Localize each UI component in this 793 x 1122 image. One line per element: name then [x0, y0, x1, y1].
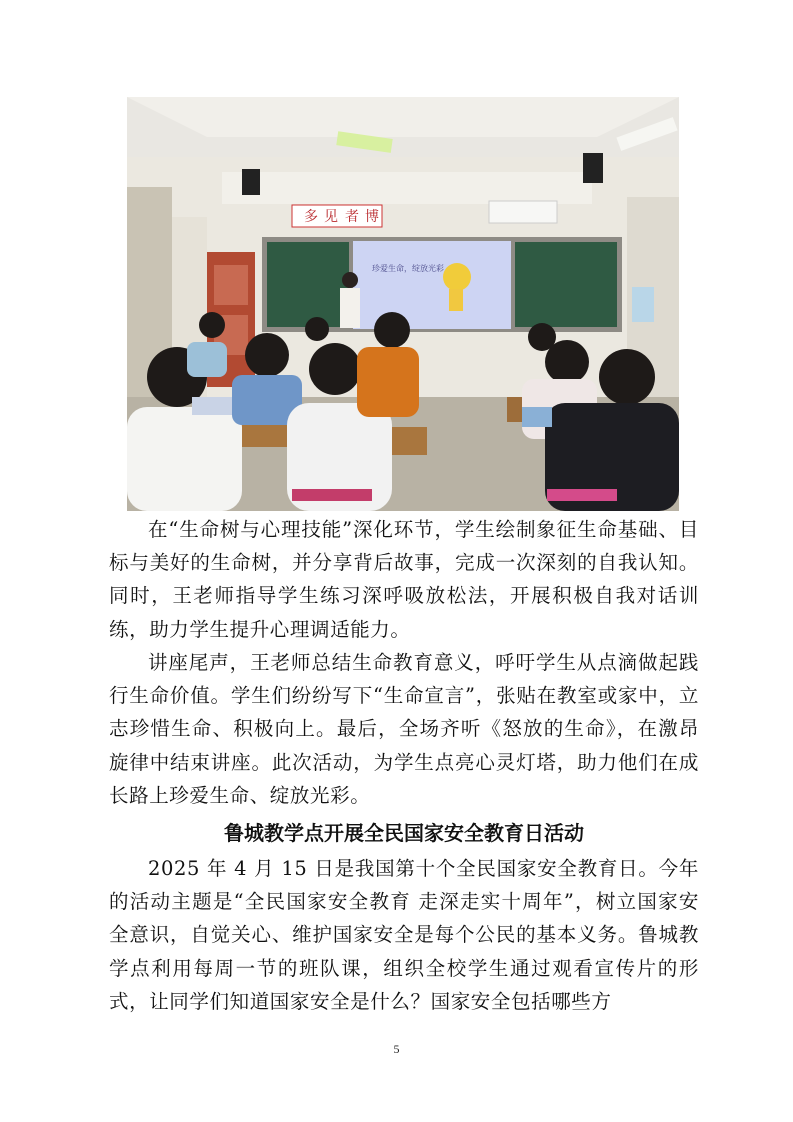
- section-heading: 鲁城教学点开展全民国家安全教育日活动: [224, 821, 584, 845]
- banner: [292, 205, 382, 227]
- paragraph-text: 讲座尾声，王老师总结生命教育意义，呼吁学生从点滴做起践行生命价值。学生们纷纷写下“生命宣言”，张贴在教室或家中，立志珍惜生命、积极向上。最后，全场齐听《怒放的生命》，在激昂旋律中结束讲座。此次活动，为学生点亮心灵灯塔，助力他们在成长路上珍爱生命、绽放光彩。: [109, 651, 699, 807]
- paragraph-lecture-ending: [109, 646, 699, 812]
- paragraph-security-day: [109, 852, 699, 1018]
- classroom-photo: [127, 97, 679, 511]
- banner-char: 博: [365, 209, 379, 225]
- banner-char: 者: [345, 209, 359, 225]
- paragraph-text: 在“生命树与心理技能”深化环节，学生绘制象征生命基础、目标与美好的生命树，并分享背后故事，完成一次深刻的自我认知。同时，王老师指导学生练习深呼吸放松法，开展积极自我对话训练，助力学生提升心理调适能力。: [109, 518, 699, 641]
- banner-char: 多: [304, 209, 318, 225]
- page-number: 5: [393, 1042, 400, 1056]
- screen-title: 珍爱生命，绽放光彩: [372, 264, 444, 273]
- paragraph-text: 2025 年 4 月 15 日是我国第十个全民国家安全教育日。今年的活动主题是“全民国家安全教育 走深走实十周年”，树立国家安全意识，自觉关心、维护国家安全是每个公民的基本义务。鲁城教学点利用每周一节的班队课，组织全校学生通过观看宣传片的形式，让同学们知道国家安全是什么？国家安全包括哪些方: [109, 857, 699, 1013]
- paragraph-life-tree: [109, 513, 699, 646]
- banner-char: 见: [324, 209, 338, 225]
